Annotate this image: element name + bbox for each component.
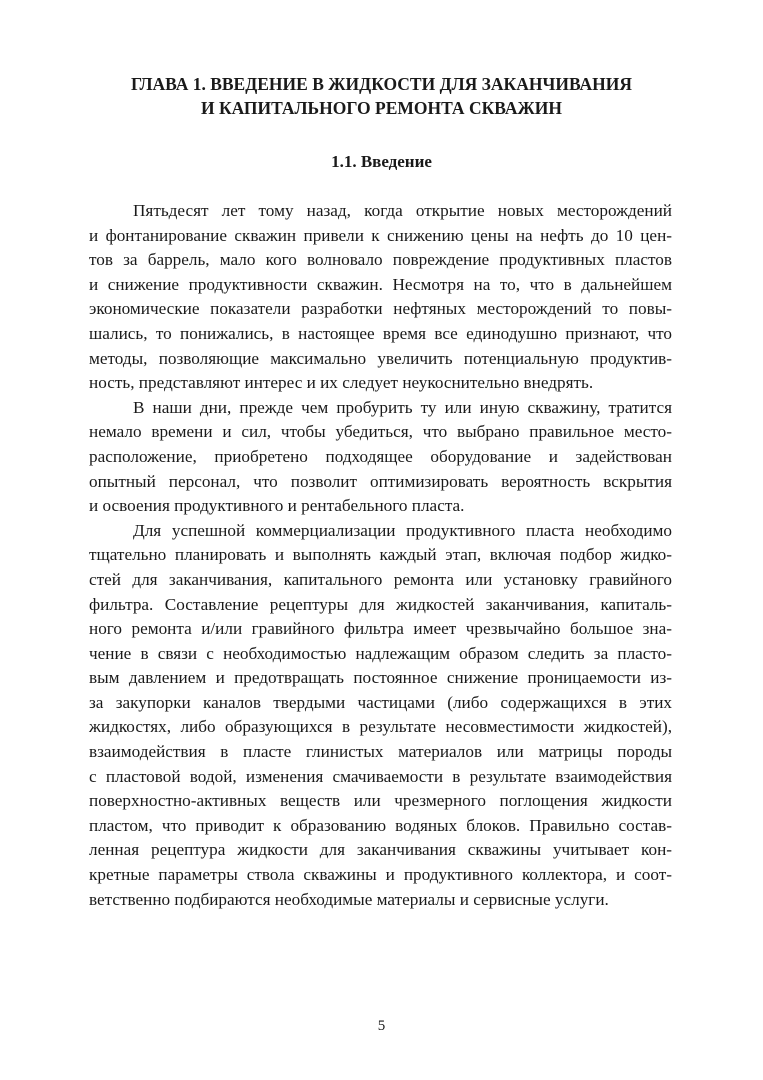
chapter-title: [60, 72, 703, 120]
text-line: фильтра. Составление рецептуры для жидкостей заканчивания, капиталь-: [89, 594, 672, 614]
chapter-title-line: И КАПИТАЛЬНОГО РЕМОНТА СКВАЖИН: [200, 98, 563, 118]
section-title: 1.1. Введение: [331, 152, 432, 171]
text-line: и освоения продуктивного и рентабельного пласта.: [89, 496, 465, 516]
text-line: тов за баррель, мало кого волновало повреждение продуктивных пластов: [89, 250, 672, 270]
page-number: 5: [377, 1018, 386, 1034]
text-line: расположение, приобретено подходящее оборудование и задействован: [89, 446, 672, 466]
text-line: тщательно планировать и выполнять каждый этап, включая подбор жидко-: [89, 545, 672, 565]
text-line: ного ремонта и/или гравийного фильтра имеет чрезвычайно большое зна-: [89, 619, 672, 639]
paragraph: [89, 519, 672, 913]
paragraph: [89, 396, 672, 519]
text-line: немало времени и сил, чтобы убедиться, что выбрано правильное место-: [89, 422, 672, 442]
text-line: жидкостях, либо образующихся в результате несовместимости жидкостей),: [89, 717, 672, 737]
text-line: Для успешной коммерциализации продуктивного пласта необходимо: [133, 520, 672, 540]
text-line: В наши дни, прежде чем пробурить ту или иную скважину, тратится: [133, 397, 672, 417]
text-line: вым давлением и предотвращать постоянное снижение проницаемости из-: [89, 668, 672, 688]
text-line: кретные параметры ствола скважины и продуктивного коллектора, и соот-: [89, 865, 672, 885]
text-line: и фонтанирование скважин привели к снижению цены на нефть до 10 цен-: [89, 225, 672, 245]
text-line: стей для заканчивания, капитального ремонта или установку гравийного: [89, 569, 672, 589]
text-line: ность, представляют интерес и их следует неукоснительно внедрять.: [89, 373, 594, 393]
text-line: ленная рецептура жидкости для заканчивания скважины учитывает кон-: [89, 840, 672, 860]
text-line: с пластовой водой, изменения смачиваемости в результате взаимодействия: [89, 766, 672, 786]
text-line: пластом, что приводит к образованию водяных блоков. Правильно состав-: [89, 815, 672, 835]
paragraph: [89, 199, 672, 396]
text-line: и снижение продуктивности скважин. Несмотря на то, что в дальнейшем: [89, 274, 672, 294]
text-line: за закупорки каналов твердыми частицами (либо содержащихся в этих: [89, 692, 672, 712]
text-line: чение в связи с необходимостью надлежащим образом следить за пласто-: [89, 643, 672, 663]
text-line: опытный персонал, что позволит оптимизировать вероятность вскрытия: [89, 471, 672, 491]
text-line: экономические показатели разработки нефтяных месторождений то повы-: [89, 299, 672, 319]
chapter-title-line: ГЛАВА 1. ВВЕДЕНИЕ В ЖИДКОСТИ ДЛЯ ЗАКАНЧИВАНИЯ: [130, 74, 633, 94]
text-line: шались, то понижались, в настоящее время все единодушно признают, что: [89, 323, 672, 343]
text-line: Пятьдесят лет тому назад, когда открытие новых месторождений: [133, 201, 672, 220]
text-line: взаимодействия в пласте глинистых материалов или матрицы породы: [89, 742, 672, 762]
text-line: методы, позволяющие максимально увеличить потенциальную продуктив-: [89, 348, 672, 368]
body-text: [89, 199, 672, 912]
text-line: поверхностно-активных веществ или чрезмерного поглощения жидкости: [89, 791, 672, 811]
text-line: ветственно подбираются необходимые материалы и сервисные услуги.: [89, 889, 609, 909]
